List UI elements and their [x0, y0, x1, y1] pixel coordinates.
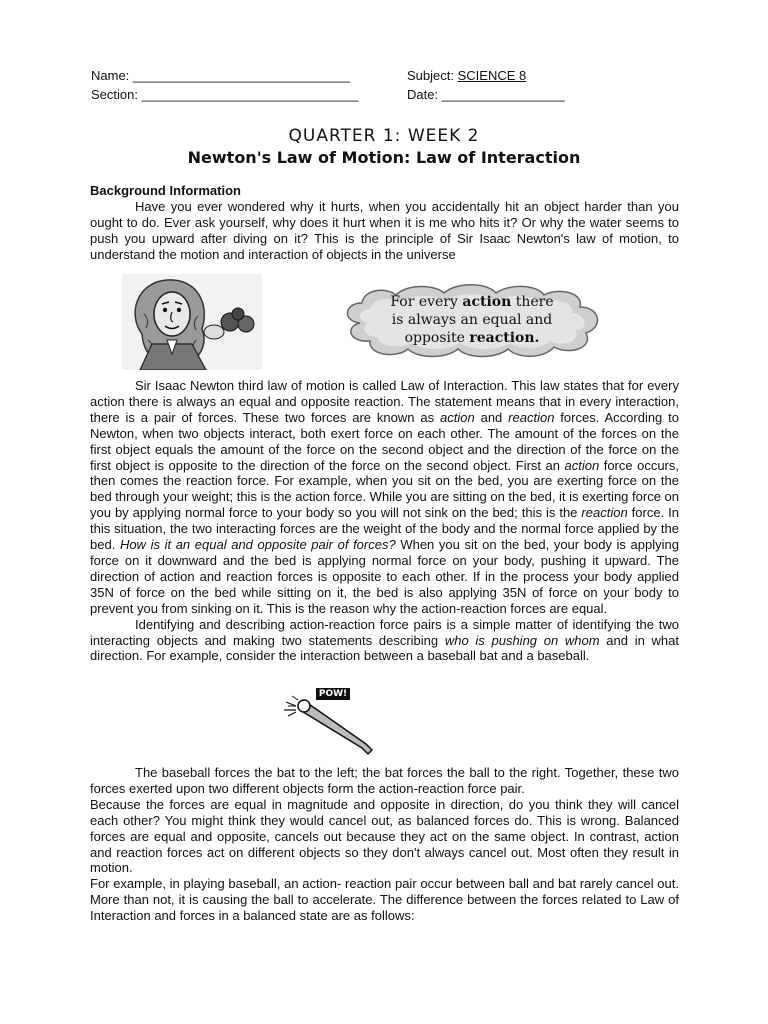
- action-reaction-cloud: [338, 283, 606, 359]
- date-label: Date:: [407, 87, 439, 102]
- cloud-line-1: For every action there: [390, 294, 554, 310]
- section-label: Section:: [91, 87, 138, 102]
- date-blank: _________________: [441, 87, 565, 102]
- subject-value: SCIENCE 8: [457, 68, 527, 83]
- name-label: Name:: [91, 68, 130, 83]
- main-text: [90, 378, 679, 664]
- name-blank: ______________________________: [132, 68, 350, 83]
- quarter-title: QUARTER 1: WEEK 2: [288, 126, 480, 146]
- paragraph-cancel-out: Because the forces are equal in magnitude and opposite in direction, do you think they will cancel each other? You might think they would cancel out, as balanced forces do. This is wrong. Balanced forces are equal and opposite, cancels out because they act on the same object. In contrast, action and reaction forces act on different objects so they don't always cancel out. Most often they result in motion.: [90, 796, 679, 876]
- subject-label: Subject:: [407, 68, 454, 83]
- lower-text: [90, 765, 679, 924]
- pow-label: POW!: [318, 689, 348, 699]
- paragraph-law-of-interaction: Sir Isaac Newton third law of motion is called Law of Interaction. This law states that for every action there is always an equal and opposite reaction. The statement means that in every interaction, there is a pair of forces. These two forces are known as action and reaction forces. According to Newton, when two objects interact, both exert force on each other. The amount of the forces on the first object equals the amount of the force on the second object and the direction of the force on the first object is opposite to the direction of the force on the second object. First an action force occurs, then comes the reaction force. For example, when you sit on the bed, you are exerting force on the bed through your weight; this is the action force. While you are sitting on the bed, it is exerting force on you by applying normal force to your body so you will not sink on the bed; this is the reaction force. In this situation, the two interacting forces are the weight of the body and the normal force applied by the bed. How is it an equal and opposite pair of forces? When you sit on the bed, your body is applying force on it downward and the bed is applying normal force on your body, pushing it upward. The direction of action and reaction forces is opposite to each other. If in the process your body applied 35N of force on the bed while sitting on it, the bed is also applying 35N of force on your body to prevent you from sinking on it. This is the reason why the action-reaction forces are equal.: [90, 378, 680, 616]
- date-field: [407, 86, 565, 104]
- cloud-line-2: is always an equal and: [391, 312, 553, 328]
- cloud-text: [338, 293, 606, 347]
- paragraph-force-pairs: Identifying and describing action-reaction force pairs is a simple matter of identifying the two interacting objects and making two statements describing who is pushing on whom and in what direction. For example, consider the interaction between a baseball bat and a baseball.: [90, 616, 679, 664]
- paragraph-bat-ball: The baseball forces the bat to the left; the bat forces the ball to the right. Together, these two forces exerted upon two different objects form the action-reaction force pair.: [90, 765, 679, 796]
- section-blank: ______________________________: [141, 87, 359, 102]
- topic-title: Newton's Law of Motion: Law of Interaction: [187, 148, 581, 167]
- background-heading: Background Information: [90, 183, 241, 198]
- cloud-line-3: opposite reaction.: [404, 330, 540, 346]
- name-field: [91, 67, 350, 85]
- paragraph-baseball-example: For example, in playing baseball, an action- reaction pair occur between ball and bat rarely cancel out. More than not, it is causing the ball to accelerate. The difference between the forces related to Law of Interaction and forces in a balanced state are as follows:: [90, 876, 679, 924]
- bat-ball-illustration: [278, 686, 382, 756]
- section-field: [91, 86, 359, 104]
- newton-illustration: [122, 274, 262, 370]
- background-paragraph: Have you ever wondered why it hurts, when you accidentally hit an object harder than you ought to do. Ever ask yourself, why does it hurt when it is me who hits it? Or why the water seems to push you upward after diving on it? This is the principle of Sir Isaac Newton's law of motion, to understand the motion and interaction of objects in the universe: [90, 198, 679, 262]
- background-section: [90, 183, 679, 263]
- subject-field: [407, 67, 526, 85]
